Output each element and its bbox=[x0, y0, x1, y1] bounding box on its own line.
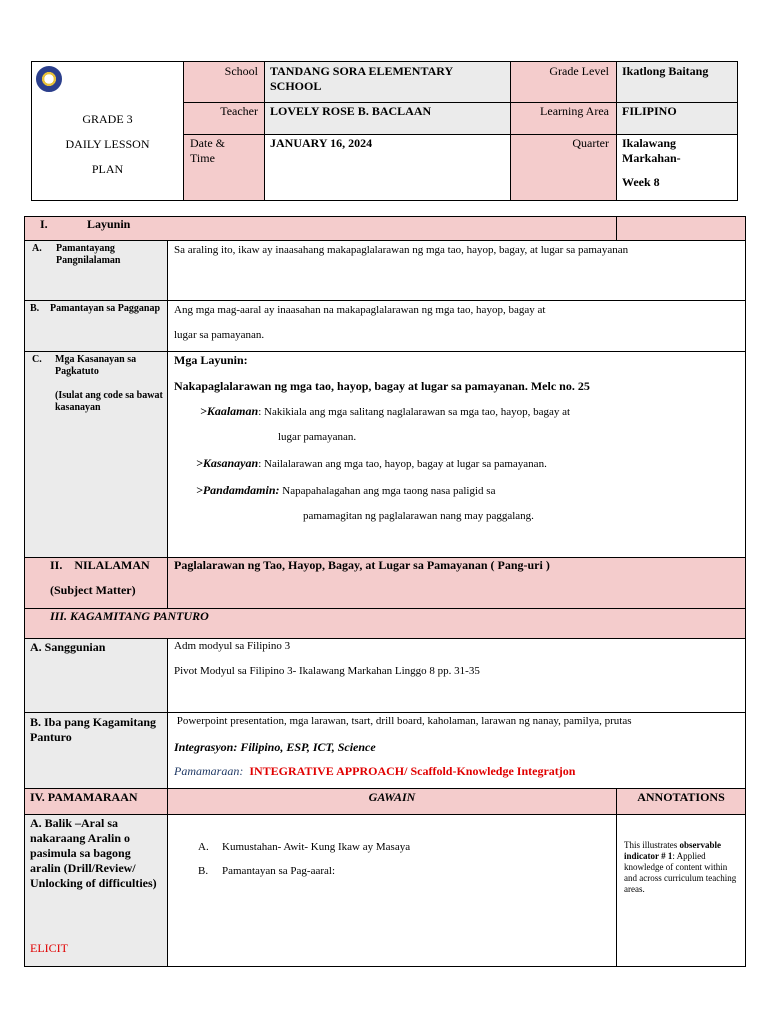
header-label-col-2 bbox=[510, 62, 616, 200]
pamamaraan-label: Pamamaraan: bbox=[174, 764, 244, 778]
kagamitan-title: III. KAGAMITANG PANTURO bbox=[50, 609, 209, 623]
sanggunian-label: A. Sanggunian bbox=[30, 640, 106, 654]
learning-area-label: Learning Area bbox=[540, 104, 609, 118]
quarter-label: Quarter bbox=[572, 136, 609, 150]
c-melc: Nakapaglalarawan ng mga tao, hayop, bagay at lugar sa pamayanan. Melc no. 25 bbox=[174, 379, 590, 393]
date-value: JANUARY 16, 2024 bbox=[270, 136, 373, 150]
sanggunian-2: Pivot Modyul sa Filipino 3- Ikalawang Markahan Linggo 8 pp. 31-35 bbox=[174, 665, 480, 677]
teacher-label: Teacher bbox=[220, 104, 258, 118]
gawain-a-num: A. bbox=[198, 841, 209, 853]
nilalaman-label-1: II. NILALAMAN bbox=[50, 558, 150, 572]
annotation-text-2: : Applied knowledge of content within and across curriculum teaching areas. bbox=[624, 851, 737, 894]
b-label-num: B. bbox=[30, 303, 40, 314]
kaalaman-text-2: lugar pamayanan. bbox=[278, 431, 357, 443]
pamamaraan-title: IV. PAMAMARAAN bbox=[30, 790, 138, 804]
learning-area-value: FILIPINO bbox=[622, 104, 677, 118]
pamamaraan-text: INTEGRATIVE APPROACH/ Scaffold-Knowledge Integratjon bbox=[243, 764, 576, 778]
doc-type-line2: PLAN bbox=[91, 162, 124, 176]
pandamdamin-line bbox=[196, 483, 736, 498]
school-label: School bbox=[224, 64, 258, 78]
layunin-num: I. bbox=[40, 217, 48, 231]
annotation-text bbox=[624, 840, 740, 895]
doc-type-line1: DAILY LESSON bbox=[65, 137, 150, 151]
grade-level-value: Ikatlong Baitang bbox=[622, 64, 709, 78]
kasanayan-label: >Kasanayan bbox=[196, 456, 259, 470]
iba-text: Powerpoint presentation, mga larawan, tsart, drill board, kaholaman, larawan ng nanay, pamilya, prutas bbox=[174, 715, 632, 727]
teacher-value: LOVELY ROSE B. BACLAAN bbox=[270, 104, 432, 118]
deped-seal-icon bbox=[36, 66, 62, 92]
elicit-label: ELICIT bbox=[30, 941, 68, 955]
c-heading: Mga Layunin: bbox=[174, 353, 248, 367]
annotation-text-1: This illustrates bbox=[624, 840, 680, 850]
kaalaman-text-1: : Nakikiala ang mga salitang naglalarawan sa mga tao, hayop, bagay at bbox=[258, 406, 571, 418]
b-label: Pamantayan sa Pagganap bbox=[50, 303, 161, 314]
quarter-value-2: Week 8 bbox=[622, 175, 660, 189]
iba-label: B. Iba pang Kagamitang Panturo bbox=[30, 715, 157, 744]
school-value: TANDANG SORA ELEMENTARY SCHOOL bbox=[270, 64, 453, 93]
kasanayan-line bbox=[196, 456, 736, 471]
pamamaraan-line bbox=[174, 764, 742, 779]
pandamdamin-label: >Pandamdamin: bbox=[196, 483, 280, 497]
annotations-title: ANNOTATIONS bbox=[637, 790, 725, 804]
c-label-num: C. bbox=[32, 354, 42, 365]
kaalaman-line bbox=[200, 404, 740, 419]
gawain-title: GAWAIN bbox=[368, 790, 416, 804]
c-note: (Isulat ang code sa bawat kasanayan bbox=[55, 390, 163, 413]
balik-label: A. Balik –Aral sa nakaraang Aralin o pasimula sa bagong aralin (Drill/Review/ Unlocking of difficulties) bbox=[30, 816, 157, 890]
b-text-2: lugar sa pamayanan. bbox=[174, 329, 265, 341]
a-text: Sa araling ito, ikaw ay inaasahang makapaglalarawan ng mga tao, hayop, bagay, at lugar sa pamayanan bbox=[174, 244, 629, 256]
a-label-num: A. bbox=[32, 243, 42, 254]
date-label: Date & Time bbox=[190, 136, 225, 165]
header-label-col-1 bbox=[183, 62, 264, 200]
gawain-b: Pamantayan sa Pag-aaral: bbox=[222, 865, 336, 877]
layunin-title: Layunin bbox=[87, 217, 131, 231]
grade-level-label: Grade Level bbox=[549, 64, 609, 78]
annotation-indicator: observable indicator # 1 bbox=[624, 840, 721, 861]
a-label: Pamantayang Pangnilalaman bbox=[56, 243, 121, 266]
quarter-value-1: Ikalawang Markahan- bbox=[622, 136, 681, 165]
kaalaman-label: >Kaalaman bbox=[200, 404, 259, 418]
pandamdamin-text-1: Napapahalagahan ang mga taong nasa paligid sa bbox=[279, 485, 496, 497]
b-text-1: Ang mga mag-aaral ay inaasahan na makapaglalarawan ng mga tao, hayop, bagay at bbox=[174, 304, 546, 316]
nilalaman-text: Paglalarawan ng Tao, Hayop, Bagay, at Lugar sa Pamayanan ( Pang-uri ) bbox=[174, 558, 550, 572]
c-label: Mga Kasanayan sa Pagkatuto bbox=[55, 354, 137, 377]
gawain-a: Kumustahan- Awit- Kung Ikaw ay Masaya bbox=[222, 841, 411, 853]
kasanayan-text: : Nailalarawan ang mga tao, hayop, bagay at lugar sa pamayanan. bbox=[258, 458, 547, 470]
grade-title: GRADE 3 bbox=[82, 112, 133, 126]
sanggunian-1: Adm modyul sa Filipino 3 bbox=[174, 640, 291, 652]
label-col-c bbox=[25, 352, 167, 557]
integrasyon: Integrasyon: Filipino, ESP, ICT, Science bbox=[174, 740, 376, 754]
nilalaman-label-2: (Subject Matter) bbox=[50, 583, 136, 597]
layunin-row bbox=[25, 217, 745, 240]
gawain-b-num: B. bbox=[198, 865, 209, 877]
pandamdamin-text-2: pamamagitan ng paglalarawan nang may paggalang. bbox=[303, 510, 534, 522]
